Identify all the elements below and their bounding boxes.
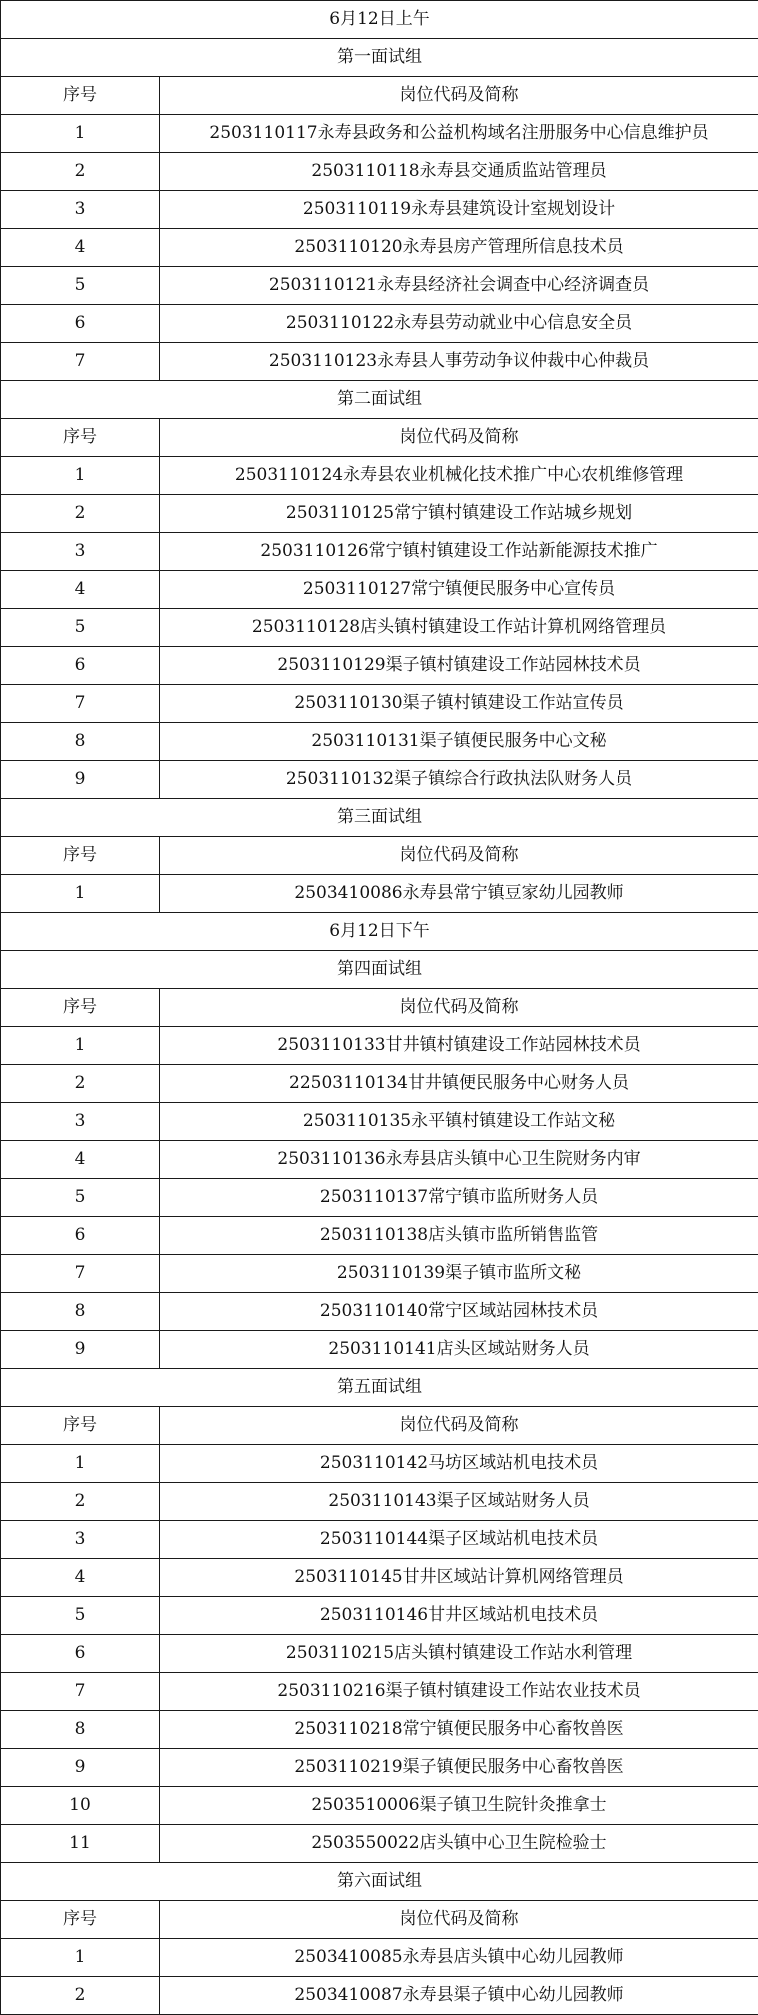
seq-cell: 1 [1, 1027, 160, 1065]
seq-cell: 6 [1, 1217, 160, 1255]
seq-cell: 2 [1, 153, 160, 191]
position-cell: 2503110130渠子镇村镇建设工作站宣传员 [160, 685, 758, 723]
table-row [1, 1255, 758, 1293]
position-cell: 2503110133甘井镇村镇建设工作站园林技术员 [160, 1027, 758, 1065]
position-cell: 2503110132渠子镇综合行政执法队财务人员 [160, 761, 758, 799]
table-row [1, 1597, 758, 1635]
position-cell: 2503110218常宁镇便民服务中心畜牧兽医 [160, 1711, 758, 1749]
position-header: 岗位代码及简称 [160, 989, 758, 1027]
group-row [1, 1369, 758, 1407]
position-cell: 2503110117永寿县政务和公益机构域名注册服务中心信息维护员 [160, 115, 758, 153]
position-cell: 2503110142马坊区域站机电技术员 [160, 1445, 758, 1483]
position-cell: 2503110140常宁区域站园林技术员 [160, 1293, 758, 1331]
position-cell: 2503110215店头镇村镇建设工作站水利管理 [160, 1635, 758, 1673]
seq-header: 序号 [1, 1901, 160, 1939]
table-row [1, 267, 758, 305]
position-cell: 2503110136永寿县店头镇中心卫生院财务内审 [160, 1141, 758, 1179]
position-cell: 2503110138店头镇市监所销售监管 [160, 1217, 758, 1255]
position-cell: 2503110127常宁镇便民服务中心宣传员 [160, 571, 758, 609]
seq-header: 序号 [1, 419, 160, 457]
seq-header: 序号 [1, 1407, 160, 1445]
seq-cell: 2 [1, 1065, 160, 1103]
table-row [1, 1825, 758, 1863]
position-cell: 2503110121永寿县经济社会调查中心经济调查员 [160, 267, 758, 305]
table-row [1, 761, 758, 799]
seq-cell: 9 [1, 1749, 160, 1787]
seq-cell: 8 [1, 723, 160, 761]
position-cell: 2503110143渠子区域站财务人员 [160, 1483, 758, 1521]
seq-cell: 4 [1, 1141, 160, 1179]
group-title: 第五面试组 [1, 1369, 758, 1407]
position-cell: 2503110135永平镇村镇建设工作站文秘 [160, 1103, 758, 1141]
position-cell: 2503110141店头区域站财务人员 [160, 1331, 758, 1369]
seq-cell: 1 [1, 457, 160, 495]
seq-cell: 3 [1, 191, 160, 229]
seq-cell: 5 [1, 609, 160, 647]
table-row [1, 1483, 758, 1521]
table-row [1, 1179, 758, 1217]
seq-cell: 3 [1, 533, 160, 571]
table-row [1, 1787, 758, 1825]
table-row [1, 1711, 758, 1749]
column-header-row [1, 419, 758, 457]
seq-cell: 2 [1, 495, 160, 533]
position-cell: 2503110120永寿县房产管理所信息技术员 [160, 229, 758, 267]
seq-cell: 10 [1, 1787, 160, 1825]
group-title: 第一面试组 [1, 39, 758, 77]
table-row [1, 191, 758, 229]
column-header-row [1, 837, 758, 875]
seq-header: 序号 [1, 989, 160, 1027]
seq-cell: 5 [1, 1597, 160, 1635]
position-cell: 2503410086永寿县常宁镇豆家幼儿园教师 [160, 875, 758, 913]
table-row [1, 495, 758, 533]
table-row [1, 571, 758, 609]
position-cell: 22503110134甘井镇便民服务中心财务人员 [160, 1065, 758, 1103]
group-title: 第四面试组 [1, 951, 758, 989]
position-cell: 2503110137常宁镇市监所财务人员 [160, 1179, 758, 1217]
seq-cell: 2 [1, 1977, 160, 2015]
table-row [1, 1521, 758, 1559]
position-cell: 2503550022店头镇中心卫生院检验士 [160, 1825, 758, 1863]
column-header-row [1, 1901, 758, 1939]
seq-cell: 7 [1, 343, 160, 381]
position-cell: 2503110146甘井区域站机电技术员 [160, 1597, 758, 1635]
table-row [1, 647, 758, 685]
position-header: 岗位代码及简称 [160, 1901, 758, 1939]
table-row [1, 457, 758, 495]
seq-cell: 6 [1, 305, 160, 343]
seq-cell: 5 [1, 1179, 160, 1217]
table-row [1, 305, 758, 343]
seq-cell: 4 [1, 571, 160, 609]
table-row [1, 609, 758, 647]
position-cell: 2503110131渠子镇便民服务中心文秘 [160, 723, 758, 761]
position-cell: 2503110216渠子镇村镇建设工作站农业技术员 [160, 1673, 758, 1711]
table-row [1, 153, 758, 191]
seq-cell: 4 [1, 229, 160, 267]
table-row [1, 1065, 758, 1103]
seq-cell: 11 [1, 1825, 160, 1863]
group-title: 第二面试组 [1, 381, 758, 419]
session-title: 6月12日上午 [1, 1, 758, 39]
position-cell: 2503110123永寿县人事劳动争议仲裁中心仲裁员 [160, 343, 758, 381]
position-cell: 2503110122永寿县劳动就业中心信息安全员 [160, 305, 758, 343]
session-row [1, 1, 758, 39]
position-cell: 2503510006渠子镇卫生院针灸推拿士 [160, 1787, 758, 1825]
column-header-row [1, 989, 758, 1027]
position-cell: 2503110145甘井区域站计算机网络管理员 [160, 1559, 758, 1597]
table-row [1, 1939, 758, 1977]
table-row [1, 229, 758, 267]
position-cell: 2503110128店头镇村镇建设工作站计算机网络管理员 [160, 609, 758, 647]
table-row [1, 723, 758, 761]
table-row [1, 1977, 758, 2015]
position-header: 岗位代码及简称 [160, 419, 758, 457]
position-cell: 2503110139渠子镇市监所文秘 [160, 1255, 758, 1293]
seq-cell: 8 [1, 1293, 160, 1331]
table-row [1, 1673, 758, 1711]
column-header-row [1, 77, 758, 115]
table-row [1, 533, 758, 571]
group-row [1, 1863, 758, 1901]
position-cell: 2503110119永寿县建筑设计室规划设计 [160, 191, 758, 229]
position-cell: 2503110124永寿县农业机械化技术推广中心农机维修管理 [160, 457, 758, 495]
seq-cell: 5 [1, 267, 160, 305]
table-row [1, 1635, 758, 1673]
seq-cell: 2 [1, 1483, 160, 1521]
table-row [1, 1445, 758, 1483]
table-row [1, 1103, 758, 1141]
seq-cell: 1 [1, 1445, 160, 1483]
seq-cell: 1 [1, 875, 160, 913]
group-row [1, 799, 758, 837]
seq-cell: 1 [1, 1939, 160, 1977]
schedule-body [1, 1, 758, 2015]
position-header: 岗位代码及简称 [160, 1407, 758, 1445]
session-row [1, 913, 758, 951]
position-cell: 2503110144渠子区域站机电技术员 [160, 1521, 758, 1559]
position-cell: 2503410087永寿县渠子镇中心幼儿园教师 [160, 1977, 758, 2015]
table-row [1, 1749, 758, 1787]
seq-cell: 6 [1, 1635, 160, 1673]
group-row [1, 39, 758, 77]
position-header: 岗位代码及简称 [160, 77, 758, 115]
seq-cell: 8 [1, 1711, 160, 1749]
table-row [1, 1027, 758, 1065]
seq-cell: 3 [1, 1103, 160, 1141]
table-row [1, 343, 758, 381]
session-title: 6月12日下午 [1, 913, 758, 951]
seq-cell: 7 [1, 1673, 160, 1711]
group-title: 第三面试组 [1, 799, 758, 837]
table-row [1, 115, 758, 153]
seq-header: 序号 [1, 837, 160, 875]
table-row [1, 1293, 758, 1331]
seq-cell: 9 [1, 1331, 160, 1369]
seq-header: 序号 [1, 77, 160, 115]
seq-cell: 4 [1, 1559, 160, 1597]
seq-cell: 7 [1, 1255, 160, 1293]
position-cell: 2503110129渠子镇村镇建设工作站园林技术员 [160, 647, 758, 685]
seq-cell: 9 [1, 761, 160, 799]
column-header-row [1, 1407, 758, 1445]
group-row [1, 951, 758, 989]
position-cell: 2503110219渠子镇便民服务中心畜牧兽医 [160, 1749, 758, 1787]
seq-cell: 7 [1, 685, 160, 723]
group-title: 第六面试组 [1, 1863, 758, 1901]
seq-cell: 3 [1, 1521, 160, 1559]
position-cell: 2503110125常宁镇村镇建设工作站城乡规划 [160, 495, 758, 533]
position-cell: 2503110126常宁镇村镇建设工作站新能源技术推广 [160, 533, 758, 571]
group-row [1, 381, 758, 419]
seq-cell: 6 [1, 647, 160, 685]
table-row [1, 1141, 758, 1179]
position-cell: 2503110118永寿县交通质监站管理员 [160, 153, 758, 191]
position-cell: 2503410085永寿县店头镇中心幼儿园教师 [160, 1939, 758, 1977]
table-row [1, 1559, 758, 1597]
table-row [1, 875, 758, 913]
position-header: 岗位代码及简称 [160, 837, 758, 875]
seq-cell: 1 [1, 115, 160, 153]
table-row [1, 685, 758, 723]
table-row [1, 1331, 758, 1369]
table-row [1, 1217, 758, 1255]
